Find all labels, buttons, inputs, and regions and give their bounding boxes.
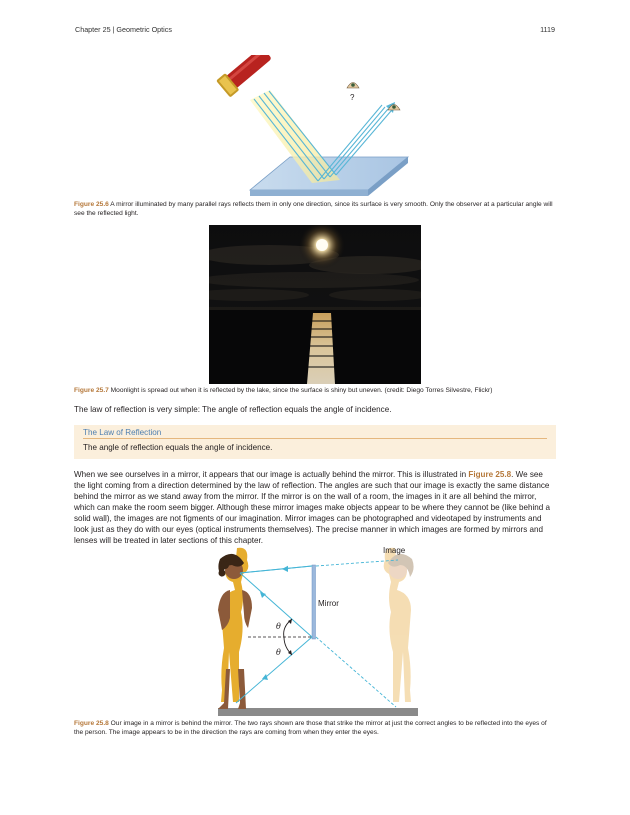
floor	[218, 708, 418, 716]
paragraph-text: When we see ourselves in a mirror, it appears that our image is actually behind the mirror. This is illustrated in	[74, 470, 469, 479]
mirror-label: Mirror	[318, 599, 339, 608]
figure-label: Figure 25.7	[74, 387, 109, 394]
paragraph-text: . We see the light coming from a direction determined by the law of reflection. The angles are such that our image is exactly the same distance behind the mirror as we stand away from the mirror. If the mirror is on the wall of a room, the images in it are all behind the mirror, which can make the room seem bigger. Although these mirror images make objects appear to be where they cannot be (like behind a solid wall), the images are not figments of our imagination. Mirror images can be photographed and videotaped by instruments and look just as they do with our eyes (optical instruments themselves). The precise manner in which images are formed by mirrors and lenses will be treated in later sections of this chapter.	[74, 470, 550, 545]
figure-25-8-caption	[74, 719, 556, 737]
figure-25-6-caption	[74, 200, 556, 218]
mirror-image-diagram	[200, 543, 432, 719]
figure-label: Figure 25.6	[74, 201, 109, 208]
caption-text: Moonlight is spread out when it is reflected by the lake, since the surface is shiny but uneven. (credit: Diego Torres Silvestre, Flickr)	[108, 387, 493, 394]
reflected-person-image	[384, 548, 414, 702]
caption-text: Our image in a mirror is behind the mirror. The two rays shown are those that strike the mirror at just the correct angles to be reflected into the eyes of the person. The image appears to be in the direction the rays are coming from when they enter the eyes.	[74, 720, 547, 736]
eye-icon	[347, 83, 359, 89]
body-paragraph	[74, 469, 556, 546]
law-of-reflection-callout	[74, 425, 556, 459]
chapter-header: Chapter 25 | Geometric Optics	[75, 25, 172, 34]
figure-reference-link[interactable]: Figure 25.8	[468, 470, 512, 479]
flashlight-icon	[216, 55, 274, 98]
page-number: 1119	[540, 25, 555, 34]
question-mark: ?	[350, 93, 355, 102]
figure-label: Figure 25.8	[74, 720, 109, 727]
callout-divider	[83, 438, 547, 439]
mirror	[312, 565, 316, 639]
figure-25-7-caption	[74, 386, 556, 395]
mirror-reflection-diagram	[210, 55, 420, 200]
theta-upper-label: θ	[276, 622, 281, 631]
moonlight-photo	[209, 225, 421, 384]
caption-text: A mirror illuminated by many parallel rays reflects them in only one direction, since its surface is very smooth. Only the observer at a particular angle will see the reflected light.	[74, 201, 553, 217]
theta-lower-label: θ	[276, 648, 281, 657]
callout-title: The Law of Reflection	[83, 428, 162, 437]
law-intro-text: The law of reflection is very simple: The angle of reflection equals the angle of incidence.	[74, 405, 392, 414]
image-label: Image	[383, 546, 406, 555]
callout-text: The angle of reflection equals the angle of incidence.	[83, 443, 273, 452]
